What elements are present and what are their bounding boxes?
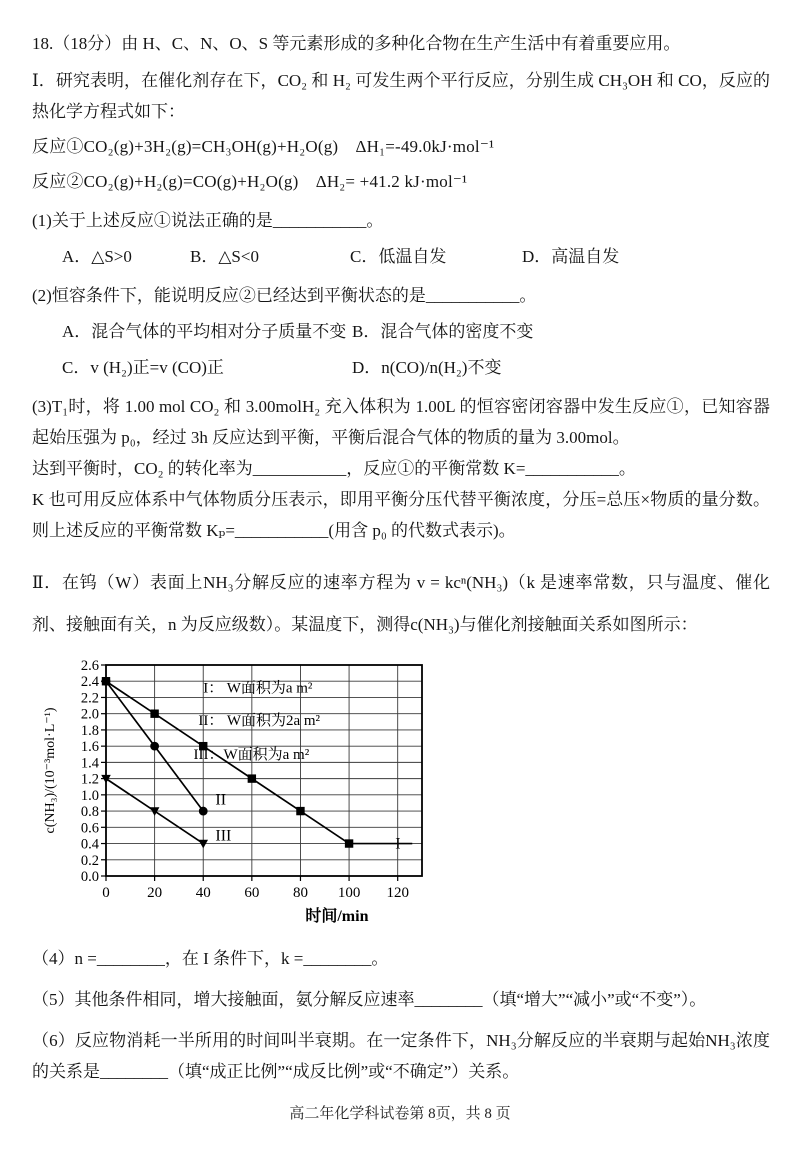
svg-text:2.4: 2.4 [80,674,99,691]
svg-text:I: I [395,835,401,853]
question-18-heading: 18.（18分）由 H、C、N、O、S 等元素形成的多种化合物在生产生活中有着重要应用。 [32,34,681,53]
sub-question-5-text: （5）其他条件相同，增大接触面，氨分解反应速率________（填“增大”“减小”或“不变”）。 [32,990,707,1009]
chart-svg [40,656,430,928]
sub-question-2-stem: (2)恒容条件下，能说明反应②已经达到平衡状态的是___________。 [32,286,537,305]
svg-text:2.0: 2.0 [80,706,99,723]
svg-text:0.6: 0.6 [80,820,99,837]
svg-text:0.0: 0.0 [80,869,99,885]
reaction-equation-2: 反应②CO₂(g)+H₂(g)=CO(g)+H₂O(g) ΔH₂= +41.2 kJ·mol⁻¹ [32,172,468,191]
svg-text:1.6: 1.6 [80,739,99,756]
svg-text:1.4: 1.4 [80,755,99,772]
sub-question-3-kp-text: K 也可用反应体系中气体物质分压表示，即用平衡分压代替平衡浓度，分压=总压×物质的量分数。则上述反应的平衡常数 Kₚ=___________(用含 p₀ 的代数式表示)。 [32,490,770,540]
sub-question-3-text: (3)T₁时，将 1.00 mol CO₂ 和 3.00molH₂ 充入体积为 1.00L 的恒容密闭容器中发生反应①，已知容器起始压强为 p₀，经过 3h 反应达到平衡，平衡后混合气体的物质的量为 3.00mol。 [32,397,770,447]
svg-text:0.4: 0.4 [80,836,99,853]
svg-text:100: 100 [337,885,361,901]
sub-question-2-options-ab [32,317,770,347]
sub-question-2-options-cd [32,353,770,383]
svg-text:2.6: 2.6 [80,658,99,674]
option-c: C．低温自发 [350,247,447,266]
svg-text:1.8: 1.8 [80,722,99,739]
sub-question-6-text: （6）反应物消耗一半所用的时间叫半衰期。在一定条件下，NH₃分解反应的半衰期与起始NH₃浓度的关系是________（填“成正比例”“成反比例”或“不确定”）关系。 [32,1031,770,1081]
concentration-time-chart [40,656,430,933]
svg-text:时间/min: 时间/min [305,908,369,925]
part2-intro: Ⅱ．在钨（W）表面上NH₃分解反应的速率方程为 v = kcⁿ(NH₃)（k 是速率常数，只与温度、催化剂、接触面有关，n 为反应级数）。某温度下，测得c(NH₃)与催化剂接触面关系如图所示： [32,573,770,634]
option-b: B．△S<0 [190,247,259,266]
sub-question-1-stem: (1)关于上述反应①说法正确的是___________。 [32,211,384,230]
svg-text:0.8: 0.8 [80,804,99,821]
option-d: D．n(CO)/n(H₂)不变 [352,358,502,377]
svg-text:1.0: 1.0 [80,787,99,804]
option-a: A．△S>0 [62,247,132,266]
option-c: C．v (H₂)正=v (CO)正 [62,358,224,377]
svg-text:II： W面积为2a m²: II： W面积为2a m² [198,713,321,730]
svg-text:II: II [215,791,227,809]
svg-text:40: 40 [195,885,211,901]
svg-text:60: 60 [244,885,260,901]
svg-text:120: 120 [386,885,409,901]
option-d: D．高温自发 [522,247,620,266]
svg-text:III：W面积为a m²: III：W面积为a m² [193,747,310,764]
svg-text:0: 0 [102,885,110,901]
svg-text:III: III [215,827,232,845]
svg-text:80: 80 [292,885,308,901]
svg-text:20: 20 [147,885,163,901]
svg-text:1.2: 1.2 [80,771,99,788]
svg-text:I： W面积为a m²: I： W面积为a m² [203,680,313,697]
option-b: B．混合气体的密度不变 [352,322,534,341]
part1-intro: Ⅰ．研究表明，在催化剂存在下，CO₂ 和 H₂ 可发生两个平行反应，分别生成 CH₃OH 和 CO，反应的热化学方程式如下： [32,71,770,121]
svg-text:c(NH₃)/(10⁻³mol·L⁻¹): c(NH₃)/(10⁻³mol·L⁻¹) [43,707,58,834]
svg-text:2.2: 2.2 [80,690,99,707]
option-a: A．混合气体的平均相对分子质量不变 [62,322,347,341]
reaction-equation-1: 反应①CO₂(g)+3H₂(g)=CH₃OH(g)+H₂O(g) ΔH₁=-49.0kJ·mol⁻¹ [32,137,495,156]
page-footer: 高二年化学科试卷第 8页，共 8 页 [289,1106,511,1122]
sub-question-3-blanks: 达到平衡时，CO₂ 的转化率为___________，反应①的平衡常数 K=___________。 [32,459,636,478]
sub-question-4-text: （4）n =________，在 I 条件下，k =________。 [32,949,389,968]
sub-question-1-options [32,242,770,272]
svg-text:0.2: 0.2 [80,852,99,869]
